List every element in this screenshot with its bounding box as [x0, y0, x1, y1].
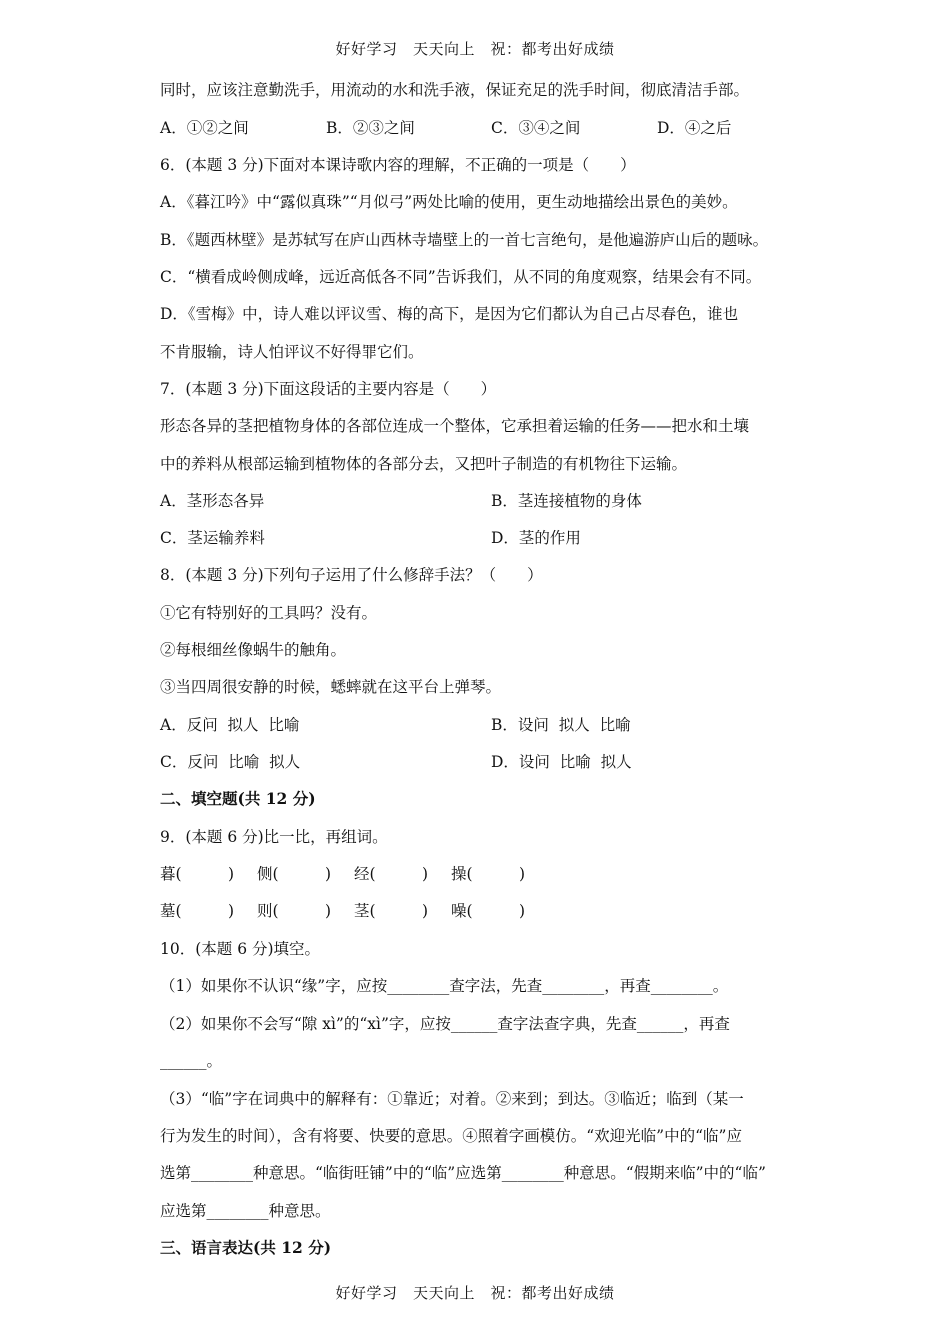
q9-item-zao4: 噪( )	[451, 902, 526, 920]
q7-option-a: A．茎形态各异	[160, 492, 265, 510]
q8-sentence-3: ③当四周很安静的时候，蟋蟀就在这平台上弹琴。	[160, 678, 502, 696]
q6-stem: 6．(本题 3 分)下面对本课诗歌内容的理解，不正确的一项是（ ）	[160, 156, 636, 174]
q6-option-c: C．“横看成岭侧成峰，远近高低各不同”告诉我们，从不同的角度观察，结果会有不同。	[160, 268, 762, 286]
passage-continuation: 同时，应该注意勤洗手，用流动的水和洗手液，保证充足的洗手时间，彻底清洁手部。	[160, 81, 750, 99]
q6-option-d-line1: D．《雪梅》中，诗人难以评议雪、梅的高下，是因为它们都认为自己占尽春色，谁也	[160, 305, 739, 323]
q8-option-d: D．设问 比喻 拟人	[491, 753, 632, 771]
q9-item-mu4b: 墓( )	[160, 902, 235, 920]
page-footer: 好好学习 天天向上 祝：都考出好成绩	[335, 1284, 615, 1302]
q8-option-b: B．设问 拟人 比喻	[491, 716, 631, 734]
q7-passage-line1: 形态各异的茎把植物身体的各部位连成一个整体，它承担着运输的任务——把水和土壤	[160, 417, 750, 435]
q5-option-c: C．③④之间	[491, 119, 581, 137]
q10-part3-line1: （3）“临”字在词典中的解释有：①靠近；对着。②来到；到达。③临近；临到（某一	[160, 1090, 744, 1108]
section-2-heading: 二、填空题(共 12 分)	[160, 789, 316, 808]
q7-option-b: B．茎连接植物的身体	[491, 492, 642, 510]
q10-part3-line2: 行为发生的时间），含有将要、快要的意思。④照着字画模仿。“欢迎光临”中的“临”应	[160, 1127, 742, 1145]
q8-sentence-1: ①它有特别好的工具吗？没有。	[160, 604, 378, 622]
q7-passage-line2: 中的养料从根部运输到植物体的各部分去，又把叶子制造的有机物往下运输。	[160, 455, 688, 473]
q7-option-d: D．茎的作用	[491, 529, 581, 547]
q8-sentence-2: ②每根细丝像蜗牛的触角。	[160, 641, 347, 659]
q8-option-a: A．反问 拟人 比喻	[160, 716, 300, 734]
q8-options-row1	[160, 715, 800, 735]
section-3-heading: 三、语言表达(共 12 分)	[160, 1238, 332, 1257]
q6-option-a: A．《暮江吟》中“露似真珠”“月似弓”两处比喻的使用，更生动地描绘出景色的美妙。	[160, 193, 738, 211]
q9-item-ce4: 侧( )	[257, 865, 332, 883]
q6-option-d-line2: 不肯服输，诗人怕评议不好得罪它们。	[160, 343, 424, 361]
q6-option-b: B．《题西林壁》是苏轼写在庐山西林寺墙壁上的一首七言绝句，是他遍游庐山后的题咏。	[160, 231, 769, 249]
q9-item-cao1: 操( )	[451, 865, 526, 883]
q8-option-c: C．反问 比喻 拟人	[160, 753, 301, 771]
q9-item-jing1b: 茎( )	[354, 902, 429, 920]
q10-part1: （1）如果你不认识“缘”字，应按________查字法，先查________，再查________。	[160, 977, 729, 995]
q9-row1	[160, 864, 560, 884]
q9-item-ze2: 则( )	[257, 902, 332, 920]
page-header: 好好学习 天天向上 祝：都考出好成绩	[335, 40, 615, 58]
q7-option-c: C．茎运输养料	[160, 529, 265, 547]
q5-options	[160, 118, 800, 138]
q7-options-row1	[160, 491, 800, 511]
q9-stem: 9．(本题 6 分)比一比，再组词。	[160, 828, 388, 846]
q5-option-b: B．②③之间	[326, 119, 415, 137]
q7-options-row2	[160, 528, 800, 548]
q7-stem: 7．(本题 3 分)下面这段话的主要内容是（ ）	[160, 380, 497, 398]
q9-item-mu4: 暮( )	[160, 865, 235, 883]
q8-stem: 8．(本题 3 分)下列句子运用了什么修辞手法？（ ）	[160, 566, 543, 584]
q10-part2-line1: （2）如果你不会写“隙 xì”的“xì”字，应按______查字法查字典，先查______，再查	[160, 1015, 730, 1033]
q10-stem: 10．(本题 6 分)填空。	[160, 940, 321, 958]
q10-part3-line4: 应选第________种意思。	[160, 1202, 331, 1220]
q8-options-row2	[160, 752, 800, 772]
q10-part2-line2: ______。	[160, 1052, 223, 1070]
q9-row2	[160, 901, 560, 921]
q9-item-jing1: 经( )	[354, 865, 429, 883]
q10-part3-line3: 选第________种意思。“临街旺铺”中的“临”应选第________种意思。“假期来临”中的“临”	[160, 1164, 766, 1182]
q5-option-d: D．④之后	[657, 119, 732, 137]
q5-option-a: A．①②之间	[160, 119, 249, 137]
